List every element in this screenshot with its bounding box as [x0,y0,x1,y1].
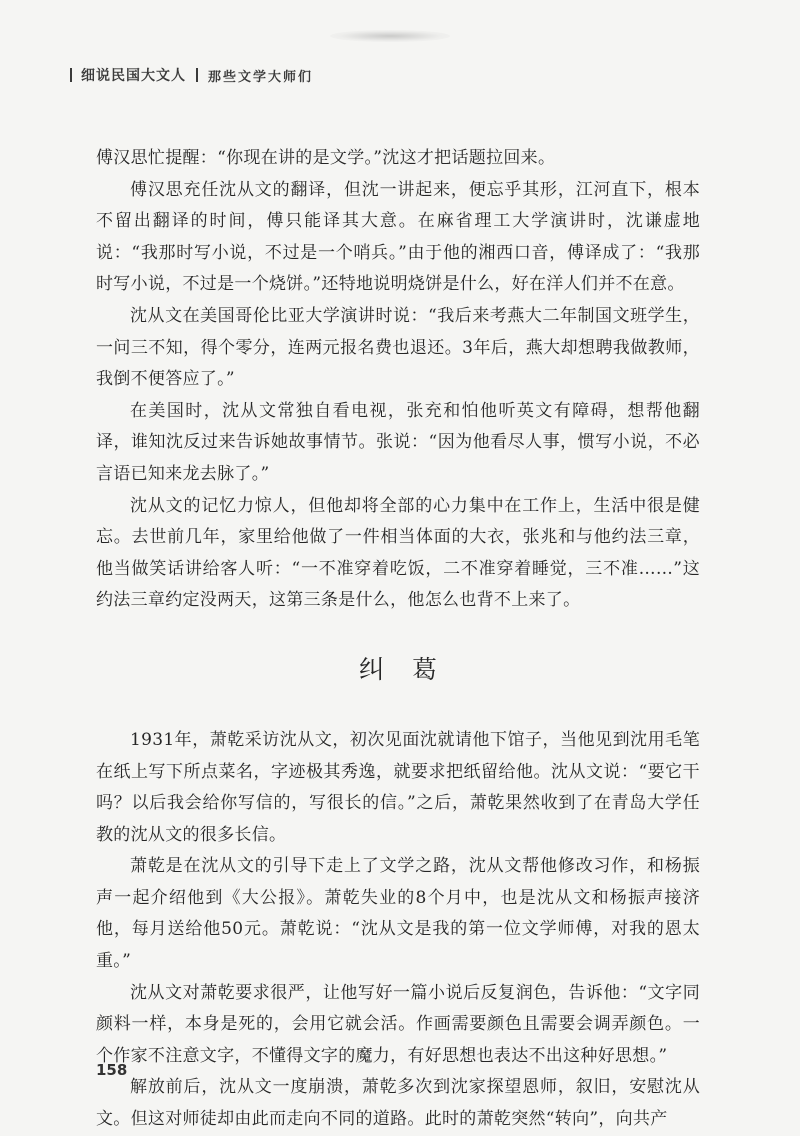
page-number: 158 [96,1061,128,1079]
page-body [96,143,700,1136]
paragraph: 在美国时，沈从文常独自看电视，张充和怕他听英文有障碍，想帮他翻译，谁知沈反过来告诉她故事情节。张说：“因为他看尽人事，惯写小说，不必言语已知来龙去脉了。” [96,400,700,484]
section-title: 纠葛 [358,654,465,684]
header-divider-left [70,68,72,82]
paragraph: 萧乾是在沈从文的引导下走上了文学之路，沈从文帮他修改习作，和杨振声一起介绍他到《大公报》。萧乾失业的8个月中，也是沈从文和杨振声接济他，每月送给他50元。萧乾说：“沈从文是我的第一位文学师傅，对我的恩太重。” [96,856,700,972]
scan-smudge [330,30,450,42]
paragraph: 1931年，萧乾采访沈从文，初次见面沈就请他下馆子，当他见到沈用毛笔在纸上写下所点菜名，字迹极其秀逸，就要求把纸留给他。沈从文说：“要它干吗？以后我会给你写信的，写很长的信。”之后，萧乾果然收到了在青岛大学任教的沈从文的很多长信。 [96,729,700,845]
running-header [70,64,313,86]
paragraph: 傅汉思忙提醒：“你现在讲的是文学。”沈这才把话题拉回来。 [96,148,556,168]
paragraph: 沈从文在美国哥伦比亚大学演讲时说：“我后来考燕大二年制国文班学生，一问三不知，得个零分，连两元报名费也退还。3年后，燕大却想聘我做教师，我倒不便答应了。” [96,305,700,390]
chapter-title: 那些文学大师们 [208,69,314,85]
paragraph: 沈从文的记忆力惊人，但他却将全部的心力集中在工作上，生活中很是健忘。去世前几年，家里给他做了一件相当体面的大衣，张兆和与他约法三章，他当做笑话讲给客人听：“一不准穿着吃饭，二不准穿着睡觉，三不准……”这约法三章约定没两天，这第三条是什么，他怎么也背不上来了。 [96,495,700,611]
paragraph: 解放前后，沈从文一度崩溃，萧乾多次到沈家探望恩师，叙旧，安慰沈从文。但这对师徒却由此而走向不同的道路。此时的萧乾突然“转向”，向共产 [96,1077,700,1130]
paragraph: 傅汉思充任沈从文的翻译，但沈一讲起来，便忘乎其形，江河直下，根本不留出翻译的时间，傅只能译其大意。在麻省理工大学演讲时，沈谦虚地说：“我那时写小说，不过是一个哨兵。”由于他的湘西口音，傅译成了：“我那时写小说，不过是一个烧饼。”还特地说明烧饼是什么，好在洋人们并不在意。 [96,179,700,295]
book-title: 细说民国大文人 [81,68,186,84]
paragraph: 沈从文对萧乾要求很严，让他写好一篇小说后反复润色，告诉他：“文字同颜料一样，本身是死的，会用它就会活。作画需要颜色且需要会调弄颜色。一个作家不注意文字，不懂得文字的魔力，有好思想也表达不出这种好思想。” [96,982,700,1066]
header-divider-middle [196,68,198,82]
